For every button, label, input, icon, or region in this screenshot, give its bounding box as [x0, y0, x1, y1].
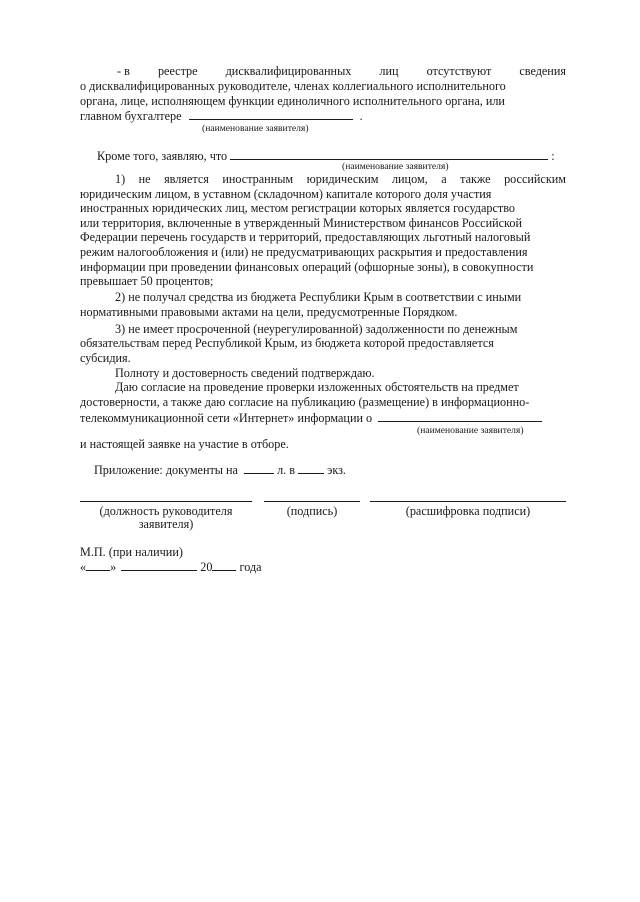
item-2-line: нормативными правовыми актами на цели, предусмотренные Порядком.: [80, 305, 458, 319]
item-1-line: или территория, включенные в утвержденный Министерством финансов Российской: [80, 216, 522, 230]
intro-text: Кроме того, заявляю, что: [97, 149, 228, 163]
field-caption: (наименование заявителя): [202, 123, 309, 134]
word: отсутствуют: [426, 64, 492, 78]
item-3-line: субсидия.: [80, 351, 131, 365]
attachment-suffix: экз.: [327, 463, 346, 477]
day-field[interactable]: [86, 559, 110, 571]
item-3-line: обязательствам перед Республикой Крым, из бюджета которой предоставляется: [80, 336, 494, 350]
transcript-signature-line[interactable]: [370, 501, 566, 502]
copies-count-field[interactable]: [298, 462, 324, 474]
quote-close: »: [110, 560, 117, 574]
confirmation-text: Полноту и достоверность сведений подтверждаю.: [115, 366, 375, 380]
attachment-mid: л. в: [277, 463, 295, 477]
position-caption: (должность руководителя: [99, 504, 233, 518]
year-prefix: 20: [200, 560, 213, 574]
item-1-line: Федерации перечень государств и территорий, предоставляющих льготный налоговый: [80, 230, 531, 244]
field-caption: (наименование заявителя): [342, 161, 449, 172]
paragraph-registry-line-3: органа, лице, исполняющем функции единоличного исполнительного органа, или: [80, 94, 505, 108]
applicant-name-field[interactable]: [230, 148, 548, 160]
item-1-line: режим налогообложения и (или) не предусматривающих раскрытия и предоставления: [80, 245, 528, 259]
field-caption: (наименование заявителя): [417, 425, 524, 436]
consent-line: Даю согласие на проведение проверки изложенных обстоятельств на предмет: [115, 380, 519, 394]
applicant-name-field[interactable]: [378, 410, 542, 422]
position-signature-line[interactable]: [80, 501, 252, 502]
word: дисквалифицированных: [225, 64, 352, 78]
item-3-line: 3) не имеет просроченной (неурегулированной) задолженности по денежным: [115, 322, 518, 336]
position-caption-2: заявителя): [138, 517, 194, 531]
date-line: [80, 559, 566, 574]
item-1-line: превышает 50 процентов;: [80, 274, 214, 288]
pages-count-field[interactable]: [244, 462, 274, 474]
year-field[interactable]: [212, 559, 236, 571]
signature-caption: (подпись): [286, 504, 338, 518]
word: - в: [117, 64, 130, 78]
colon: :: [551, 149, 555, 163]
transcript-caption: (расшифровка подписи): [405, 504, 531, 518]
consent-line: достоверности, а также даю согласие на публикацию (размещение) в информационно-: [80, 395, 530, 409]
consent-text: телекоммуникационной сети «Интернет» информации о: [80, 411, 373, 425]
attachment-label: Приложение: документы на: [94, 463, 238, 477]
item-2-line: 2) не получал средства из бюджета Республики Крым в соответствии с иными: [115, 290, 522, 304]
item-1-line: юридическим лицом, в уставном (складочном) капитале которого доля участия: [80, 187, 492, 201]
declaration-intro: [80, 148, 566, 163]
period: .: [359, 109, 363, 123]
applicant-name-field[interactable]: [189, 108, 353, 120]
month-field[interactable]: [121, 559, 197, 571]
paragraph-registry-line-2: о дисквалифицированных руководителе, членах коллегиального исполнительного: [80, 79, 506, 93]
paragraph-registry-line-1: [80, 64, 566, 78]
label: главном бухгалтере: [80, 109, 182, 123]
word: сведения: [519, 64, 566, 78]
consent-line: [80, 410, 566, 425]
item-1-line: информации при проведении финансовых операций (офшорные зоны), в совокупности: [80, 260, 534, 274]
word: реестре: [157, 64, 198, 78]
item-1-line: 1) не является иностранным юридическим лицом, а также российским: [115, 172, 566, 186]
item-1-line: иностранных юридических лиц, местом регистрации которых является государство: [80, 201, 515, 215]
seal-label: М.П. (при наличии): [80, 545, 183, 559]
attachment-line: [80, 462, 566, 477]
tail-text: и настоящей заявке на участие в отборе.: [80, 437, 289, 451]
quote-open: «: [80, 560, 87, 574]
word: лиц: [379, 64, 399, 78]
signature-line[interactable]: [264, 501, 360, 502]
year-suffix: года: [239, 560, 262, 574]
paragraph-registry-line-4: [80, 108, 566, 123]
